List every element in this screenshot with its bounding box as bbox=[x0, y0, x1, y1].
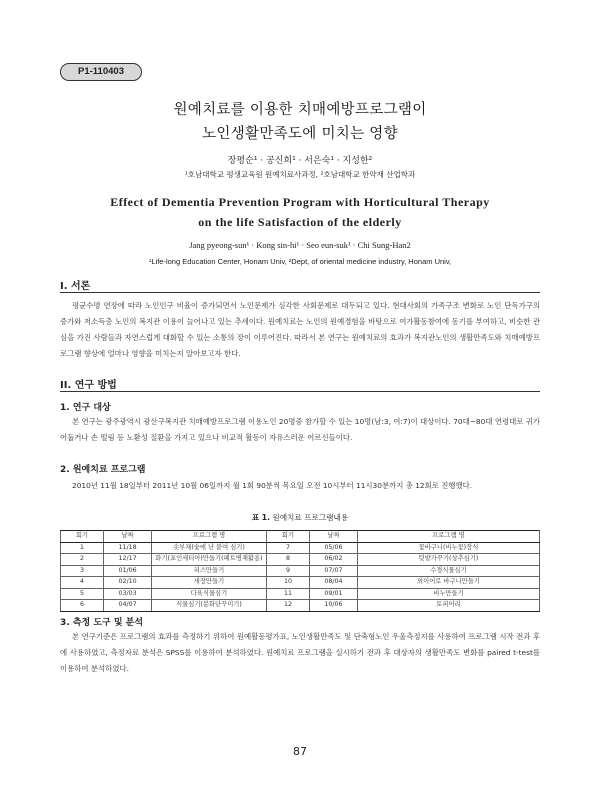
table-cell: 7 bbox=[266, 542, 309, 554]
section-1-paragraph: 평균수명 연장에 따라 노인인구 비율이 증가되면서 노인문제가 심각한 사회문제로 대두되고 있다. 현대사회의 가족구조 변화로 노인 단독가구의 증가와 저소득층 노인의 복지관 이용이 늘어나고 있는 추세이다. 원예치료는 노인의 원예경험을 바탕으로 여가활동참여에 동기를 부여하고, 비슷한 관심을 가진 사람들과 자연스럽게 대화할 수 있는 소통의 장이 이루어진다. 따라서 본 연구는 원예치료의 효과가 복지관노인의 생활만족도와 치매예방프로그램 향상에 얼마나 영향을 미치는지 알아보고자 한다. bbox=[60, 301, 540, 358]
table-cell: 11 bbox=[266, 588, 309, 600]
table-cell: 01/06 bbox=[104, 565, 152, 577]
korean-title-line-1: 원예치료를 이용한 치매예방프로그램이 bbox=[173, 102, 427, 118]
table-cell: 3 bbox=[61, 565, 104, 577]
table-cell: 12 bbox=[266, 600, 309, 612]
table-cell: 리스만들기 bbox=[152, 565, 267, 577]
table-row bbox=[61, 600, 540, 612]
header-session: 회기 bbox=[61, 531, 104, 543]
table-cell: 다육식물심기 bbox=[152, 588, 267, 600]
table-row bbox=[61, 577, 540, 589]
table-cell: 비누만들기 bbox=[357, 588, 539, 600]
table-cell: 새장만들기 bbox=[152, 577, 267, 589]
english-affiliations: ¹Life-long Education Center, Honam Univ, ²Dept, of oriental medicine industry, Honam Univ, bbox=[148, 257, 452, 266]
subsection-2-paragraph: 2010년 11월 18일부터 2011년 10월 06일까지 월 1회 90분씩 목요일 오전 10시부터 11시30분까지 총 12회로 진행했다. bbox=[72, 481, 473, 490]
subsection-1-paragraph: 본 연구는 광주광역시 광산구복지관 치매예방프로그램 이용노인 20명중 참가할 수 있는 10명(남:3, 여:7)이 대상이다. 70대~80대 연령대로 귀가 어둡거나 손 떨림 등 노환성 질환을 가지고 있으나 비교적 활동이 자유스러운 어르신들이다. bbox=[60, 417, 541, 442]
table-cell: 07/07 bbox=[310, 565, 358, 577]
section-2-rule bbox=[60, 391, 540, 392]
table-cell: 8 bbox=[266, 554, 309, 566]
table-cell: 06/02 bbox=[310, 554, 358, 566]
paper-id-badge: P1-110403 bbox=[60, 63, 142, 81]
header-program: 프로그램 명 bbox=[357, 531, 539, 543]
table-cell: 9 bbox=[266, 565, 309, 577]
header-program: 프로그램 명 bbox=[152, 531, 267, 543]
table-row bbox=[61, 588, 540, 600]
table-caption-label: 표 1. bbox=[251, 513, 270, 522]
table-cell: 05/06 bbox=[310, 542, 358, 554]
table-cell: 수경식물심기 bbox=[357, 565, 539, 577]
table-cell: 03/03 bbox=[104, 588, 152, 600]
table-cell: 04/07 bbox=[104, 600, 152, 612]
table-cell: 식물심기(봉화단꾸미기) bbox=[152, 600, 267, 612]
table-cell: 12/17 bbox=[104, 554, 152, 566]
table-cell: 02/10 bbox=[104, 577, 152, 589]
table-cell: 5 bbox=[61, 588, 104, 600]
english-authors: Jang pyeong-sun¹ · Kong sin-hi¹ · Seo eun-suk¹ · Chi Sung-Han2 bbox=[189, 240, 411, 250]
english-title-line-2: on the life Satisfaction of the elderly bbox=[198, 215, 402, 229]
table-cell: 화기(포인세티아)만들기(페트병재활용) bbox=[152, 554, 267, 566]
table-cell: 토피어리 bbox=[357, 600, 539, 612]
program-table bbox=[60, 530, 540, 612]
table-row bbox=[61, 565, 540, 577]
page-number: 87 bbox=[293, 745, 307, 758]
table-cell: 09/01 bbox=[310, 588, 358, 600]
section-2-heading: II. 연구 방법 bbox=[60, 380, 117, 391]
table-row bbox=[61, 542, 540, 554]
table-cell: 6 bbox=[61, 600, 104, 612]
table-cell: 2 bbox=[61, 554, 104, 566]
table-header-row bbox=[61, 531, 540, 543]
table-row bbox=[61, 554, 540, 566]
header-session: 회기 bbox=[266, 531, 309, 543]
table-caption bbox=[0, 512, 600, 523]
table-cell: 1 bbox=[61, 542, 104, 554]
table-cell: 솟부채(숯에 난 붙여 심기) bbox=[152, 542, 267, 554]
table-cell: 08/04 bbox=[310, 577, 358, 589]
section-1-rule bbox=[60, 292, 540, 293]
table-cell: 텃밭가꾸기(상추심기) bbox=[357, 554, 539, 566]
header-date: 날짜 bbox=[104, 531, 152, 543]
header-date: 날짜 bbox=[310, 531, 358, 543]
table-cell: 11/18 bbox=[104, 542, 152, 554]
table-cell: 10/06 bbox=[310, 600, 358, 612]
table-cell: 10 bbox=[266, 577, 309, 589]
subsection-1-heading: 1. 연구 대상 bbox=[60, 403, 111, 413]
table-caption-text: 원예치료 프로그램내용 bbox=[272, 513, 349, 522]
korean-title-line-2: 노인생활만족도에 미치는 영향 bbox=[202, 126, 398, 142]
table-cell: 꽃바구니(비누꽃)장식 bbox=[357, 542, 539, 554]
subsection-3-paragraph: 본 연구기준은 프로그램의 효과를 측정하기 위하여 원예활동평가표, 노인생활만족도 및 단축형노인 우울측정지를 사용하여 프로그램 시작 전과 후에 사용하였고, 측정자료 분석은 SPSS를 이용하여 분석하였다. 원예치료 프로그램을 실시하기 전과 후 대상자의 생활만족도 변화를 paired t-test를 이용하여 분석하였다. bbox=[60, 632, 540, 673]
subsection-2-heading: 2. 원예치료 프로그램 bbox=[60, 465, 146, 475]
table-cell: 외이어로 바구니만들기 bbox=[357, 577, 539, 589]
english-title-line-1: Effect of Dementia Prevention Program with Horticultural Therapy bbox=[110, 195, 490, 209]
korean-affiliations: ¹호남대학교 평생교육원 원예치료사과정, ²호남대학교 한약재 산업학과 bbox=[184, 170, 416, 179]
subsection-3-heading: 3. 측정 도구 및 분석 bbox=[60, 618, 144, 628]
korean-authors: 장평순¹ · 공신희¹ · 서은숙¹ · 지성한² bbox=[227, 156, 373, 166]
section-1-heading: I. 서론 bbox=[60, 281, 91, 292]
table-cell: 4 bbox=[61, 577, 104, 589]
